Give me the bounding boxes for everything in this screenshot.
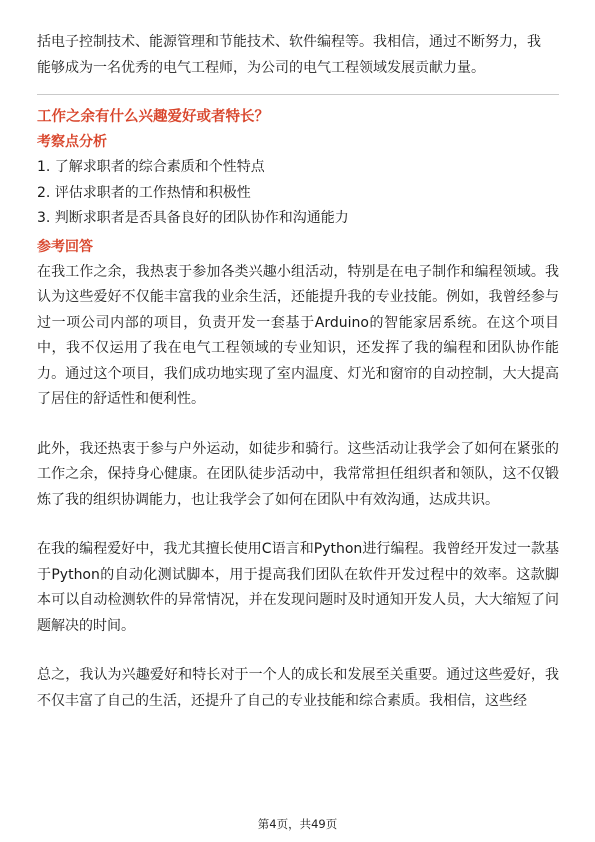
intro-paragraph — [37, 30, 559, 81]
page-content — [37, 30, 559, 714]
intro-line: 括电子控制技术、能源管理和节能技术、软件编程等。我相信，通过不断努力，我 — [37, 34, 541, 50]
analysis-point: 1. 了解求职者的综合素质和个性特点 — [37, 159, 265, 175]
answer-title: 参考回答 — [37, 238, 93, 255]
answer-paragraph: 在我的编程爱好中，我尤其擅长使用C语言和Python进行编程。我曾经开发过一款基于Python的自动化测试脚本，用于提高我们团队在软件开发过程中的效率。这款脚本可以自动检测软件的异常情况，并在发现问题时及时通知开发人员，大大缩短了问题解决的时间。 — [37, 541, 559, 634]
answer-paragraph: 总之，我认为兴趣爱好和特长对于一个人的成长和发展至关重要。通过这些爱好，我不仅丰富了自己的生活，还提升了自己的专业技能和综合素质。我相信，这些经 — [37, 667, 559, 709]
section-divider — [37, 94, 559, 95]
analysis-point: 2. 评估求职者的工作热情和积极性 — [37, 184, 251, 201]
analysis-title: 考察点分析 — [37, 134, 107, 150]
page-footer: 第4页，共49页 — [257, 817, 338, 831]
intro-line: 能够成为一名优秀的电气工程师，为公司的电气工程领域发展贡献力量。 — [37, 59, 485, 76]
answer-paragraph: 在我工作之余，我热衷于参加各类兴趣小组活动，特别是在电子制作和编程领域。我认为这些爱好不仅能丰富我的业余生活，还能提升我的专业技能。例如，我曾经参与过一项公司内部的项目，负责开发一套基于Arduino的智能家居系统。在这个项目中，我不仅运用了我在电气工程领域的专业知识，还发挥了我的编程和团队协作能力。通过这个项目，我们成功地实现了室内温度、灯光和窗帘的自动控制，大大提高了居住的舒适性和便利性。 — [37, 263, 559, 407]
paragraph-gap — [37, 639, 559, 663]
answer-paragraph: 此外，我还热衷于参与户外运动，如徒步和骑行。这些活动让我学会了如何在紧张的工作之余，保持身心健康。在团队徒步活动中，我常常担任组织者和领队，这不仅锻炼了我的组织协调能力，也让我学会了如何在团队中有效沟通，达成共识。 — [37, 440, 559, 508]
analysis-point: 3. 判断求职者是否具备良好的团队协作和沟通能力 — [37, 210, 349, 226]
paragraph-gap — [37, 413, 559, 437]
paragraph-gap — [37, 513, 559, 537]
question-heading: 工作之余有什么兴趣爱好或者特长？ — [37, 109, 269, 125]
